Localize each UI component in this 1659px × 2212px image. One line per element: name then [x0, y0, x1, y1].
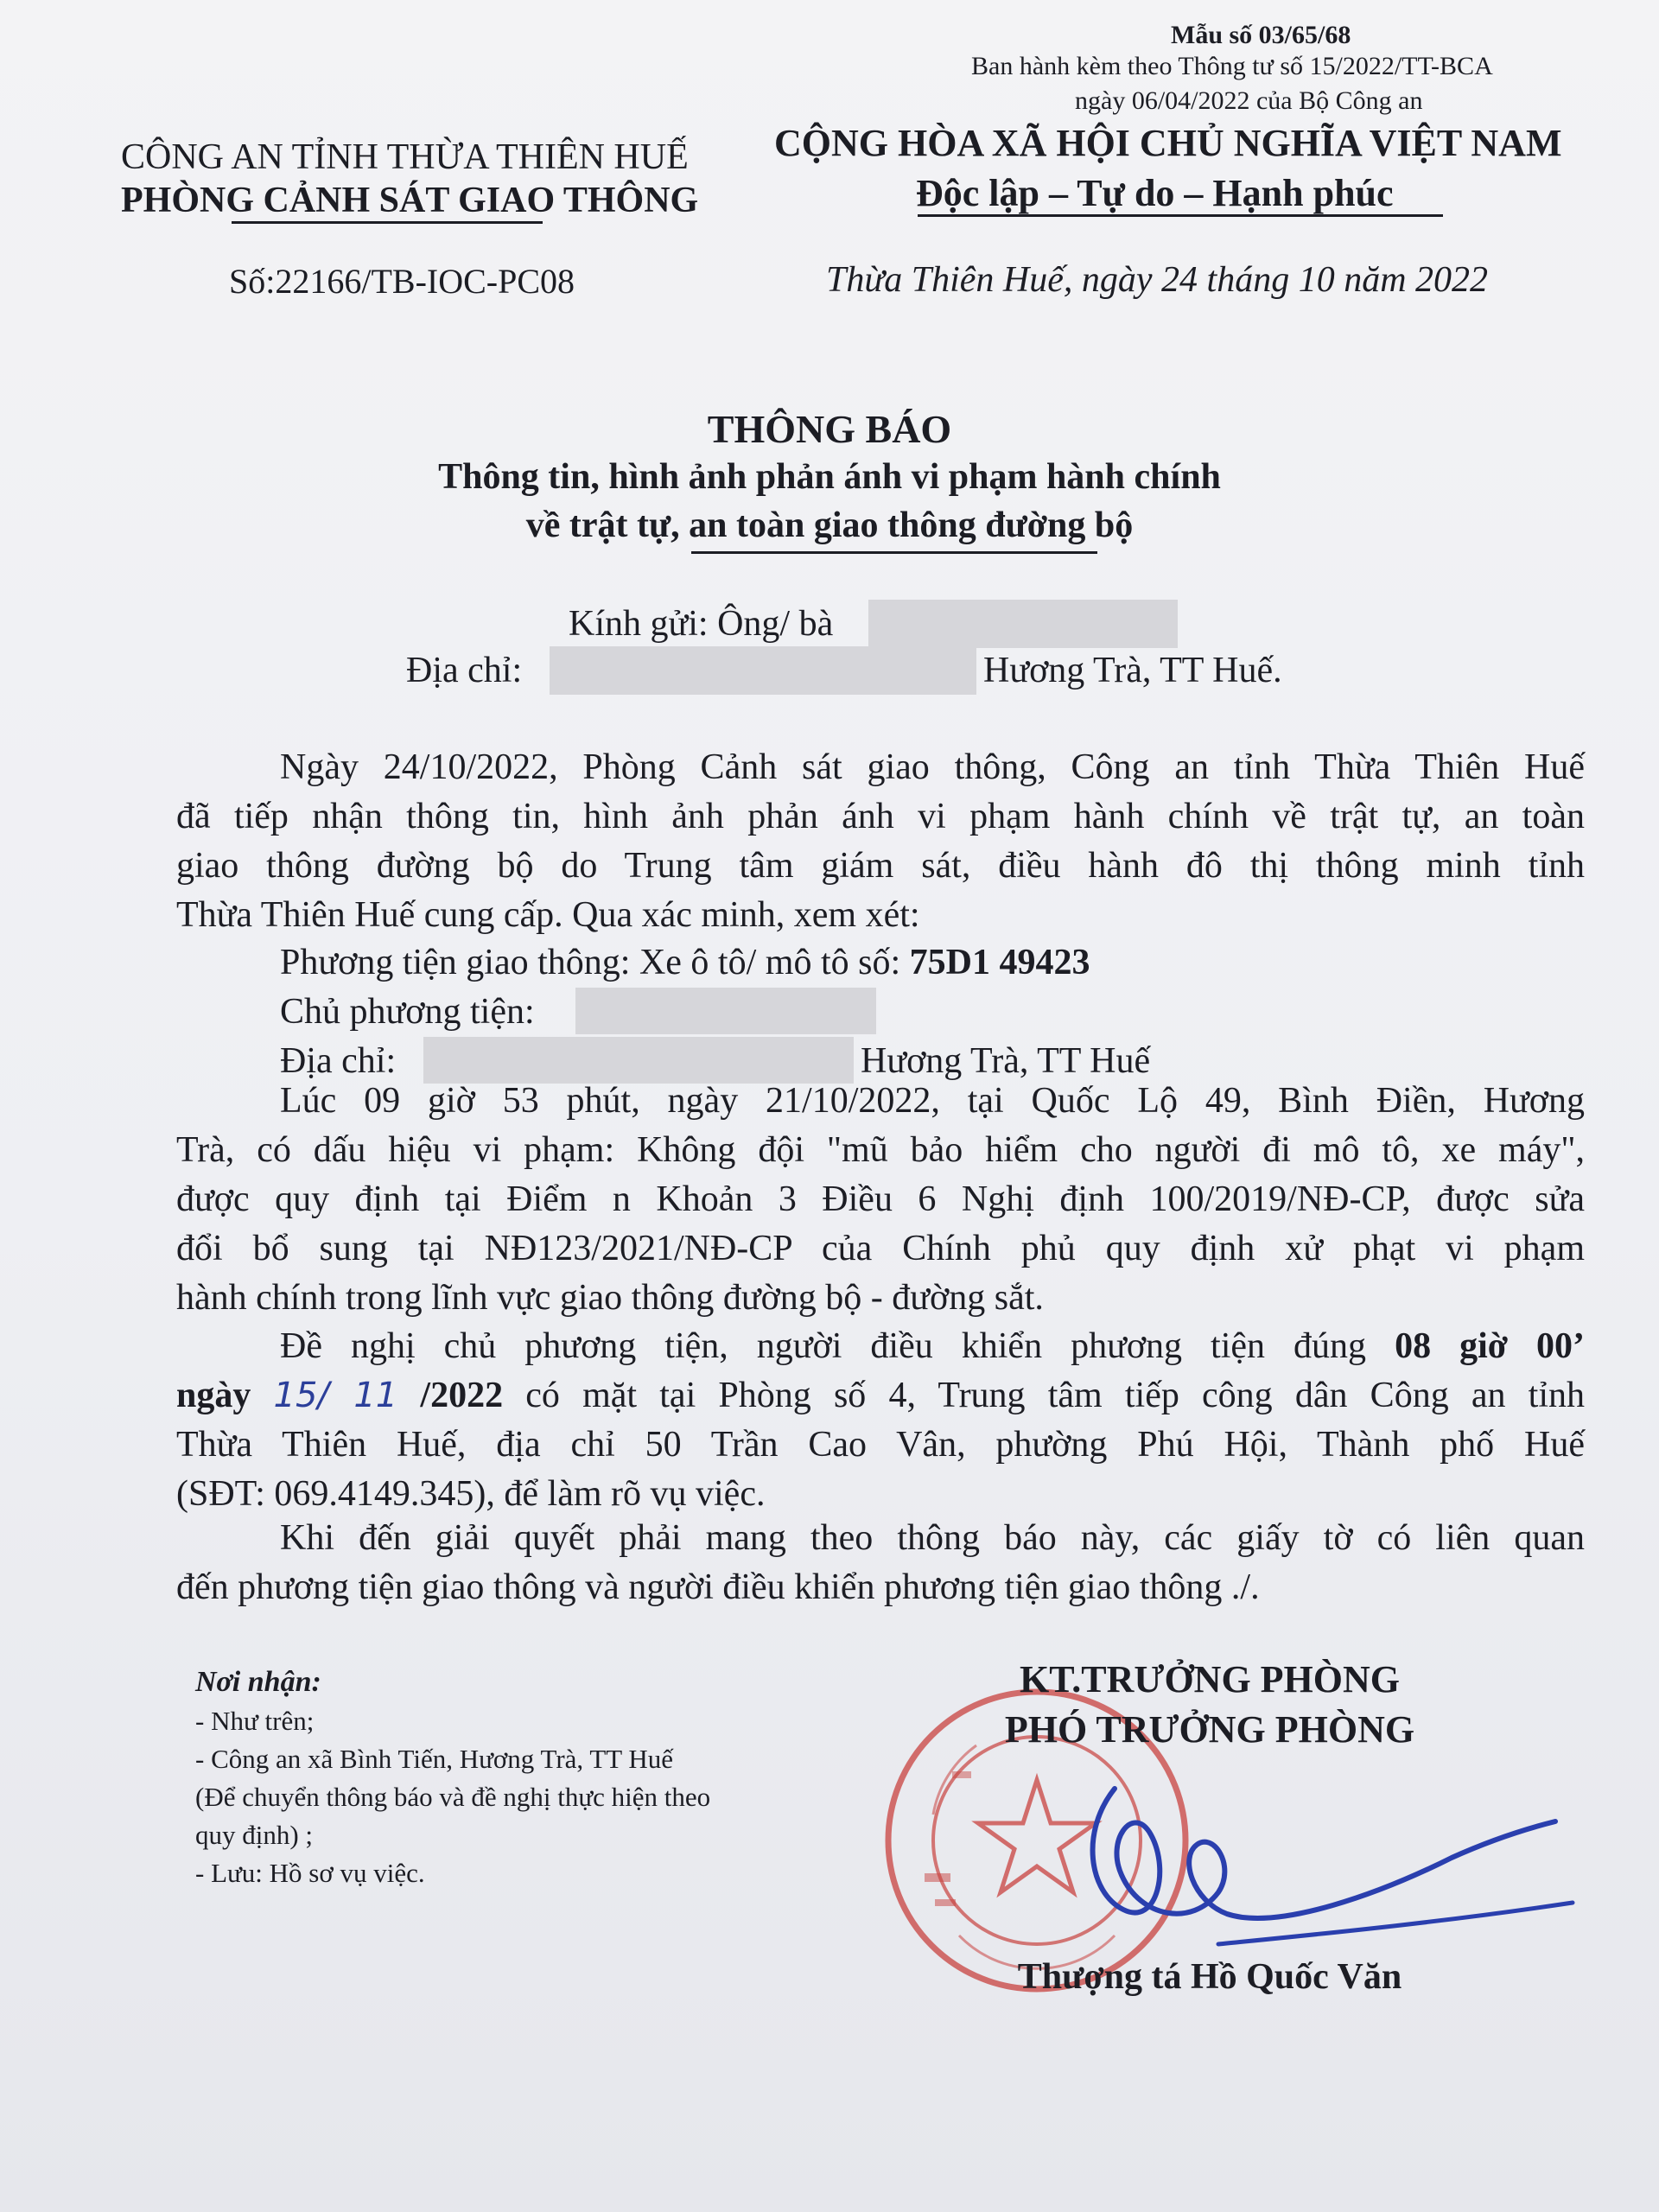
handwritten-month: 11: [353, 1376, 398, 1415]
paragraph-3: [176, 1322, 1585, 1519]
motto-underline: [918, 214, 1443, 217]
document-number: Số:22166/TB-IOC-PC08: [229, 262, 575, 301]
paragraph-1: [176, 743, 1585, 940]
document-title: THÔNG BÁO: [707, 407, 952, 451]
handwritten-signature: [1020, 1763, 1590, 1961]
national-motto: Độc lập – Tự do – Hạnh phúc: [916, 172, 1394, 214]
redacted-owner-name: [575, 988, 876, 1034]
recipients-item: - Công an xã Bình Tiến, Hương Trà, TT Huế: [195, 1744, 674, 1774]
paragraph-4-line: Khi đến giải quyết phải mang theo thông báo này, các giấy tờ có liên quan: [280, 1518, 1585, 1558]
agency-parent: CÔNG AN TỈNH THỪA THIÊN HUẾ: [121, 137, 689, 177]
owner-label: Chủ phương tiện:: [280, 992, 535, 1032]
paragraph-2-line: được quy định tại Điểm n Khoản 3 Điều 6 Nghị định 100/2019/NĐ-CP, được sửa: [176, 1179, 1585, 1219]
redacted-recipient-name: [868, 600, 1178, 648]
place-date: Thừa Thiên Huế, ngày 24 tháng 10 năm 2022: [826, 260, 1489, 300]
agency-name: PHÒNG CẢNH SÁT GIAO THÔNG: [121, 181, 699, 220]
paragraph-3-line: [176, 1322, 1585, 1371]
redacted-recipient-address: [550, 646, 976, 695]
form-number: Mẫu số 03/65/68: [1171, 21, 1351, 49]
paragraph-4: [176, 1514, 1585, 1612]
vehicle-plate: 75D1 49423: [909, 943, 1090, 982]
paragraph-2-line: hành chính trong lĩnh vực giao thông đường bộ - đường sắt.: [176, 1278, 1044, 1318]
paragraph-2: [176, 1077, 1585, 1323]
paragraph-3-line: Thừa Thiên Huế, địa chỉ 50 Trần Cao Vân, phường Phú Hội, Thành phố Huế: [176, 1425, 1585, 1465]
agency-underline: [232, 221, 543, 224]
signer-name: Thượng tá Hồ Quốc Văn: [1017, 1957, 1402, 1997]
owner-address-label: Địa chỉ:: [280, 1041, 397, 1081]
paragraph-3-line: ngày 15/ 11 /2022 có mặt tại Phòng số 4, Trung tâm tiếp công dân Công an tỉnh: [176, 1376, 1586, 1415]
recipients-heading: Nơi nhận:: [195, 1666, 321, 1698]
signature-role-2: PHÓ TRƯỞNG PHÒNG: [1004, 1708, 1415, 1751]
paragraph-2-line: Lúc 09 giờ 53 phút, ngày 21/10/2022, tại Quốc Lộ 49, Bình Điền, Hương: [280, 1081, 1585, 1121]
recipients-item: quy định) ;: [195, 1820, 314, 1850]
recipient-greeting: Kính gửi: Ông/ bà: [569, 604, 834, 644]
recipients-item: - Như trên;: [195, 1706, 315, 1736]
recipient-address-tail: Hương Trà, TT Huế.: [983, 651, 1282, 690]
paragraph-2-line: đổi bổ sung tại NĐ123/2021/NĐ-CP của Chính phủ quy định xử phạt vi phạm: [176, 1229, 1585, 1268]
title-line-1: Thông tin, hình ảnh phản ánh vi phạm hành chính: [438, 457, 1221, 497]
p3-day-label: ngày: [176, 1376, 251, 1415]
recipient-address-label: Địa chỉ:: [406, 651, 523, 690]
paragraph-3-line: (SĐT: 069.4149.345), để làm rõ vụ việc.: [176, 1474, 766, 1514]
country-name: CỘNG HÒA XÃ HỘI CHỦ NGHĨA VIỆT NAM: [774, 122, 1562, 164]
handwritten-day: 15: [273, 1376, 318, 1415]
p3-year: /2022: [420, 1376, 504, 1415]
paragraph-1-line: giao thông đường bộ do Trung tâm giám sát, điều hành đô thị thông minh tỉnh: [176, 846, 1585, 886]
paragraph-1-line: Ngày 24/10/2022, Phòng Cảnh sát giao thông, Công an tỉnh Thừa Thiên Huế: [280, 747, 1585, 787]
paragraph-1-line: Thừa Thiên Huế cung cấp. Qua xác minh, xem xét:: [176, 895, 920, 935]
paragraph-4-line: đến phương tiện giao thông và người điều khiển phương tiện giao thông ./.: [176, 1567, 1260, 1607]
paragraph-1-line: đã tiếp nhận thông tin, hình ảnh phản ánh vi phạm hành chính về trật tự, an toàn: [176, 797, 1585, 836]
title-line-2: về trật tự, an toàn giao thông đường bộ: [525, 505, 1134, 545]
title-underline: [691, 551, 1097, 554]
p3-line2-rest: có mặt tại Phòng số 4, Trung tâm tiếp công dân Công an tỉnh: [525, 1376, 1586, 1415]
p3-time: 08 giờ 00’: [1395, 1326, 1586, 1366]
form-issued-date: ngày 06/04/2022 của Bộ Công an: [1075, 86, 1423, 115]
form-issued-with: Ban hành kèm theo Thông tư số 15/2022/TT-BCA: [971, 52, 1493, 80]
recipients-item: - Lưu: Hồ sơ vụ việc.: [195, 1858, 425, 1888]
p3-request: Đề nghị chủ phương tiện, người điều khiển phương tiện đúng: [280, 1326, 1367, 1366]
vehicle-line: [280, 942, 1090, 983]
vehicle-label: Phương tiện giao thông: Xe ô tô/ mô tô số:: [280, 943, 901, 982]
recipients-item: (Để chuyển thông báo và đề nghị thực hiện theo: [195, 1782, 711, 1812]
owner-address-tail: Hương Trà, TT Huế: [861, 1041, 1151, 1081]
paragraph-2-line: Trà, có dấu hiệu vi phạm: Không đội "mũ bảo hiểm cho người đi mô tô, xe máy",: [176, 1130, 1585, 1170]
signature-role-1: KT.TRƯỞNG PHÒNG: [1020, 1658, 1400, 1700]
